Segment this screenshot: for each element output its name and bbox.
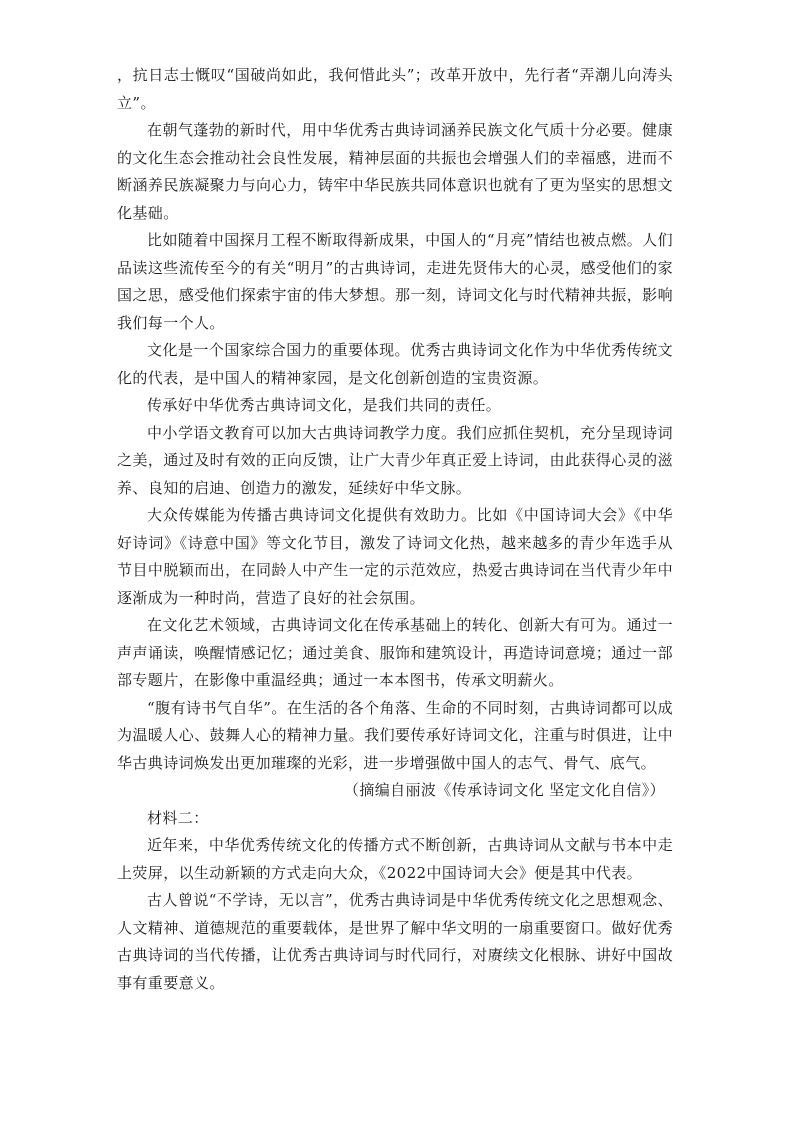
paragraph-5: 传承好中华优秀古典诗词文化，是我们共同的责任。 <box>147 396 502 414</box>
source-citation: （摘编自丽波《传承诗词文化 坚定文化自信》） <box>343 781 665 799</box>
material-2-paragraph-1: 近年来，中华优秀传统文化的传播方式不断创新，古典诗词从文献与书本中走上荧屏，以生动新颖的方式走向大众，《2022中国诗词大会》便是其中代表。 <box>117 836 673 882</box>
material-2-paragraph-2: 古人曾说“不学诗，无以言”，优秀古典诗词是中华优秀传统文化之思想观念、人文精神、道德规范的重要载体，是世界了解中华文明的一扇重要窗口。做好优秀古典诗词的当代传播，让优秀古典诗词与时代同行，对赓续文化根脉、讲好中国故事有重要意义。 <box>117 891 673 992</box>
paragraph-6: 中小学语文教育可以加大古典诗词教学力度。我们应抓住契机，充分呈现诗词之美，通过及时有效的正向反馈，让广大青少年真正爱上诗词，由此获得心灵的滋养、良知的启迪、创造力的激发，延续好中华文脉。 <box>117 423 673 497</box>
material-2-heading: 材料二： <box>147 808 209 827</box>
paragraph-2: 在朝气蓬勃的新时代，用中华优秀古典诗词涵养民族文化气质十分必要。健康的文化生态会推动社会良性发展，精神层面的共振也会增强人们的幸福感，进而不断涵养民族凝聚力与向心力，铸牢中华民族共同体意识也就有了更为坚实的思想文化基础。 <box>117 121 673 222</box>
paragraph-4: 文化是一个国家综合国力的重要体现。优秀古典诗词文化作为中华优秀传统文化的代表，是中国人的精神家园，是文化创新创造的宝贵资源。 <box>117 341 673 387</box>
paragraph-3: 比如随着中国探月工程不断取得新成果，中国人的“月亮”情结也被点燃。人们品读这些流传至今的有关“明月”的古典诗词，走进先贤伟大的心灵，感受他们的家国之思，感受他们探索宇宙的伟大梦想。那一刻，诗词文化与时代精神共振，影响我们每一个人。 <box>117 231 673 332</box>
paragraph-9: “腹有诗书气自华”。在生活的各个角落、生命的不同时刻，古典诗词都可以成为温暖人心、鼓舞人心的精神力量。我们要传承好诗词文化，注重与时俱进，让中华古典诗词焕发出更加璀璨的光彩，进一步增强做中国人的志气、骨气、底气。 <box>117 698 673 772</box>
paragraph-8: 在文化艺术领域，古典诗词文化在传承基础上的转化、创新大有可为。通过一声声诵读，唤醒情感记忆；通过美食、服饰和建筑设计，再造诗词意境；通过一部部专题片，在影像中重温经典；通过一本本图书，传承文明薪火。 <box>117 616 673 689</box>
paragraph-7: 大众传媒能为传播古典诗词文化提供有效助力。比如《中国诗词大会》《中华好诗词》《诗意中国》等文化节目，激发了诗词文化热，越来越多的青少年选手从节目中脱颖而出，在同龄人中产生一定的示范效应，热爱古典诗词在当代青少年中逐渐成为一种时尚，营造了良好的社会氛围。 <box>117 506 673 607</box>
document-page <box>117 62 673 997</box>
paragraph-1: ，抗日志士慨叹“国破尚如此，我何惜此头”；改革开放中，先行者“弄潮儿向涛头立”。 <box>117 66 673 112</box>
